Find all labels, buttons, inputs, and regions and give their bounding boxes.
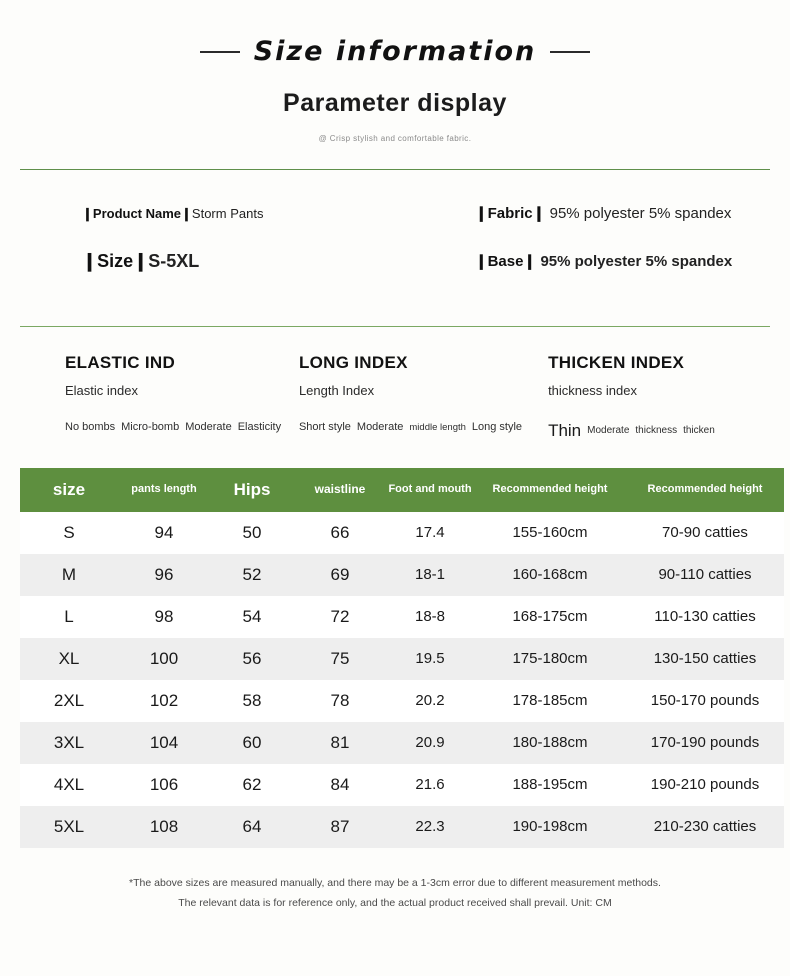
cell-length: 102 [118, 680, 210, 722]
table-row [20, 722, 784, 764]
index-elastic-scale [65, 422, 287, 434]
cell-length: 98 [118, 596, 210, 638]
cell-waist: 69 [294, 554, 386, 596]
spec-product-name-value: Storm Pants [191, 205, 264, 221]
cell-size: S [20, 512, 118, 554]
cell-waist: 75 [294, 638, 386, 680]
col-header-hips: Hips [210, 468, 294, 512]
cell-waist: 81 [294, 722, 386, 764]
cell-height: 190-198cm [474, 806, 626, 848]
spec-fabric [405, 204, 770, 223]
cell-foot: 18-1 [386, 554, 474, 596]
spec-size [20, 251, 405, 272]
spec-fabric-value: 95% polyester 5% spandex [549, 205, 732, 222]
spec-base-value: 95% polyester 5% spandex [540, 253, 733, 270]
footnote-reference: The relevant data is for reference only, and the actual product received shall prevail. Unit: CM [178, 896, 612, 909]
table-row [20, 638, 784, 680]
spec-row-product [20, 204, 770, 223]
page-header [0, 0, 790, 143]
table-row [20, 764, 784, 806]
cell-size: 4XL [20, 764, 118, 806]
cell-size: M [20, 554, 118, 596]
cell-foot: 18-8 [386, 596, 474, 638]
cell-foot: 22.3 [386, 806, 474, 848]
scale-item: Long style [471, 421, 523, 433]
col-header-length: pants length [118, 468, 210, 512]
cell-height: 160-168cm [474, 554, 626, 596]
cell-length: 104 [118, 722, 210, 764]
scale-item: Thin [548, 421, 582, 440]
scale-item: Moderate [185, 421, 232, 433]
size-table-body [20, 512, 784, 848]
cell-weight: 110-130 catties [626, 596, 784, 638]
cell-hips: 52 [210, 554, 294, 596]
cell-length: 94 [118, 512, 210, 554]
spec-product-name-label: ❙Product Name❙ [82, 205, 192, 221]
scale-item: Moderate [356, 421, 404, 433]
spec-fabric-label: ❙Fabric❙ [475, 205, 546, 222]
cell-weight: 90-110 catties [626, 554, 784, 596]
cell-foot: 17.4 [386, 512, 474, 554]
index-length [287, 353, 522, 440]
cell-length: 100 [118, 638, 210, 680]
cell-size: 2XL [20, 680, 118, 722]
cell-size: XL [20, 638, 118, 680]
cell-foot: 21.6 [386, 764, 474, 806]
spec-row-size [20, 251, 770, 272]
footnotes [20, 874, 770, 914]
col-header-size: size [20, 468, 118, 512]
spec-size-label: ❙Size❙ [82, 251, 149, 271]
size-table [20, 468, 784, 848]
scale-item: Elasticity [237, 421, 282, 433]
table-row [20, 596, 784, 638]
scale-item: Micro-bomb [121, 421, 180, 433]
table-row [20, 512, 784, 554]
scale-item: Moderate [587, 424, 630, 436]
cell-size: 5XL [20, 806, 118, 848]
cell-height: 178-185cm [474, 680, 626, 722]
index-elastic-subtitle: Elastic index [65, 383, 138, 398]
cell-height: 180-188cm [474, 722, 626, 764]
table-row [20, 554, 784, 596]
title-dash-left [200, 51, 240, 53]
spec-size-value: S-5XL [148, 251, 200, 271]
spec-base-label: ❙Base❙ [475, 253, 536, 270]
cell-waist: 84 [294, 764, 386, 806]
scale-item: Short style [298, 421, 351, 433]
index-thickness-subtitle: thickness index [548, 383, 637, 398]
scale-item: middle length [409, 421, 466, 433]
page-title: Size information [253, 36, 537, 67]
cell-hips: 50 [210, 512, 294, 554]
cell-length: 106 [118, 764, 210, 806]
index-thickness [522, 353, 770, 440]
cell-foot: 20.9 [386, 722, 474, 764]
table-row [20, 806, 784, 848]
index-length-subtitle: Length Index [298, 383, 375, 398]
cell-hips: 60 [210, 722, 294, 764]
cell-height: 155-160cm [474, 512, 626, 554]
cell-weight: 130-150 catties [626, 638, 784, 680]
cell-length: 108 [118, 806, 210, 848]
cell-weight: 150-170 pounds [626, 680, 784, 722]
cell-hips: 62 [210, 764, 294, 806]
col-header-waist: waistline [294, 468, 386, 512]
cell-weight: 70-90 catties [626, 512, 784, 554]
cell-hips: 58 [210, 680, 294, 722]
index-thickness-title: THICKEN INDEX [548, 353, 685, 372]
cell-waist: 78 [294, 680, 386, 722]
title-dash-right [550, 51, 590, 53]
cell-hips: 56 [210, 638, 294, 680]
index-elastic [20, 353, 287, 440]
cell-foot: 20.2 [386, 680, 474, 722]
title-row [0, 36, 790, 67]
index-length-scale [299, 422, 522, 434]
spec-product-name [20, 205, 405, 223]
col-header-height: Recommended height [474, 468, 626, 512]
cell-hips: 64 [210, 806, 294, 848]
tagline: @ Crisp stylish and comfortable fabric. [318, 134, 472, 143]
cell-foot: 19.5 [386, 638, 474, 680]
table-row [20, 680, 784, 722]
page-subtitle: Parameter display [283, 89, 507, 117]
footnote-measurement: *The above sizes are measured manually, and there may be a 1-3cm error due to different measurement methods. [129, 876, 661, 889]
col-header-weight: Recommended height [626, 468, 784, 512]
scale-item: thicken [683, 424, 715, 436]
cell-height: 188-195cm [474, 764, 626, 806]
col-header-foot: Foot and mouth [386, 468, 474, 512]
cell-weight: 190-210 pounds [626, 764, 784, 806]
cell-hips: 54 [210, 596, 294, 638]
index-elastic-title: ELASTIC IND [65, 353, 176, 372]
spec-base [405, 252, 770, 271]
cell-waist: 66 [294, 512, 386, 554]
table-header-row [20, 468, 784, 512]
cell-weight: 170-190 pounds [626, 722, 784, 764]
cell-size: 3XL [20, 722, 118, 764]
cell-height: 168-175cm [474, 596, 626, 638]
scale-item: No bombs [65, 421, 116, 433]
cell-length: 96 [118, 554, 210, 596]
cell-weight: 210-230 catties [626, 806, 784, 848]
index-thickness-scale [548, 422, 770, 440]
index-length-title: LONG INDEX [298, 353, 408, 372]
size-table-wrapper [20, 468, 770, 848]
scale-item: thickness [635, 424, 678, 436]
spec-block [20, 170, 770, 300]
cell-waist: 87 [294, 806, 386, 848]
cell-height: 175-180cm [474, 638, 626, 680]
index-section [20, 327, 770, 460]
size-table-head [20, 468, 784, 512]
cell-size: L [20, 596, 118, 638]
cell-waist: 72 [294, 596, 386, 638]
